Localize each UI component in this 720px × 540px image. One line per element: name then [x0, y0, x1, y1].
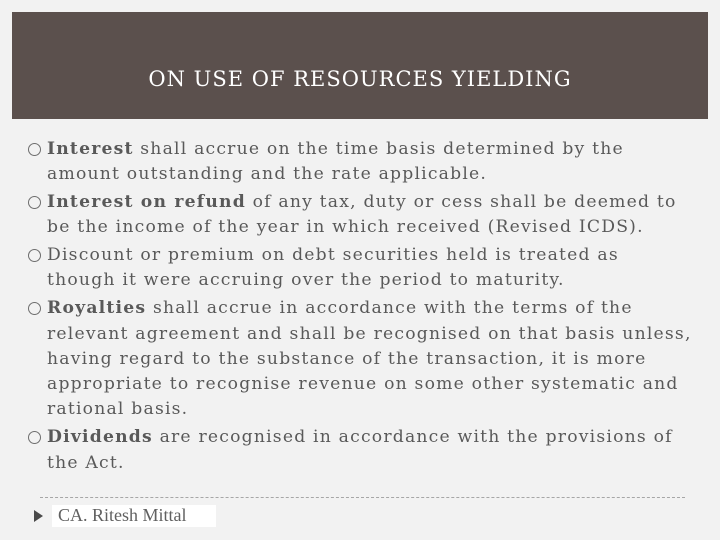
arrow-right-icon: [34, 510, 43, 522]
bullet-keyword: Interest: [47, 139, 134, 159]
title-bar: [12, 12, 708, 119]
slide-title: ON USE OF RESOURCES YIELDING: [148, 67, 572, 91]
author-name: CA. Ritesh Mittal: [58, 505, 187, 525]
bullet-text: of any tax, duty or cess shall be deemed to be the income of the year in which received (Revised ICDS).: [47, 192, 677, 238]
circle-bullet-icon: [28, 431, 41, 444]
bullet-keyword: Interest on refund: [47, 192, 246, 213]
circle-bullet-icon: [28, 249, 41, 262]
bullet-keyword: Royalties: [47, 298, 147, 319]
bullet-discount-premium: [28, 243, 694, 294]
author-label-box: [52, 505, 216, 527]
bullet-text: are recognised in accordance with the provisions of the Act.: [47, 427, 673, 473]
footer-divider: [40, 497, 685, 498]
bullet-royalties: [28, 296, 694, 422]
bullet-keyword: Dividends: [47, 427, 153, 448]
circle-bullet-icon: [28, 302, 41, 315]
bullet-text: shall accrue in accordance with the terms of the relevant agreement and shall be recognised on that basis unless, having regard to the substance of the transaction, it is more appropriate to recognise revenue on some other systematic and rational basis.: [47, 298, 692, 420]
bullet-text: Discount or premium on debt securities held is treated as though it were accruing over the period to maturity.: [47, 245, 619, 291]
bullet-text: shall accrue on the time basis determined by the amount outstanding and the rate applicable.: [47, 139, 624, 185]
circle-bullet-icon: [28, 196, 41, 209]
circle-bullet-icon: [28, 143, 41, 156]
bullet-dividends: [28, 425, 694, 476]
bullet-list: [28, 137, 694, 478]
bullet-interest: [28, 137, 694, 188]
bullet-interest-on-refund: [28, 190, 694, 241]
